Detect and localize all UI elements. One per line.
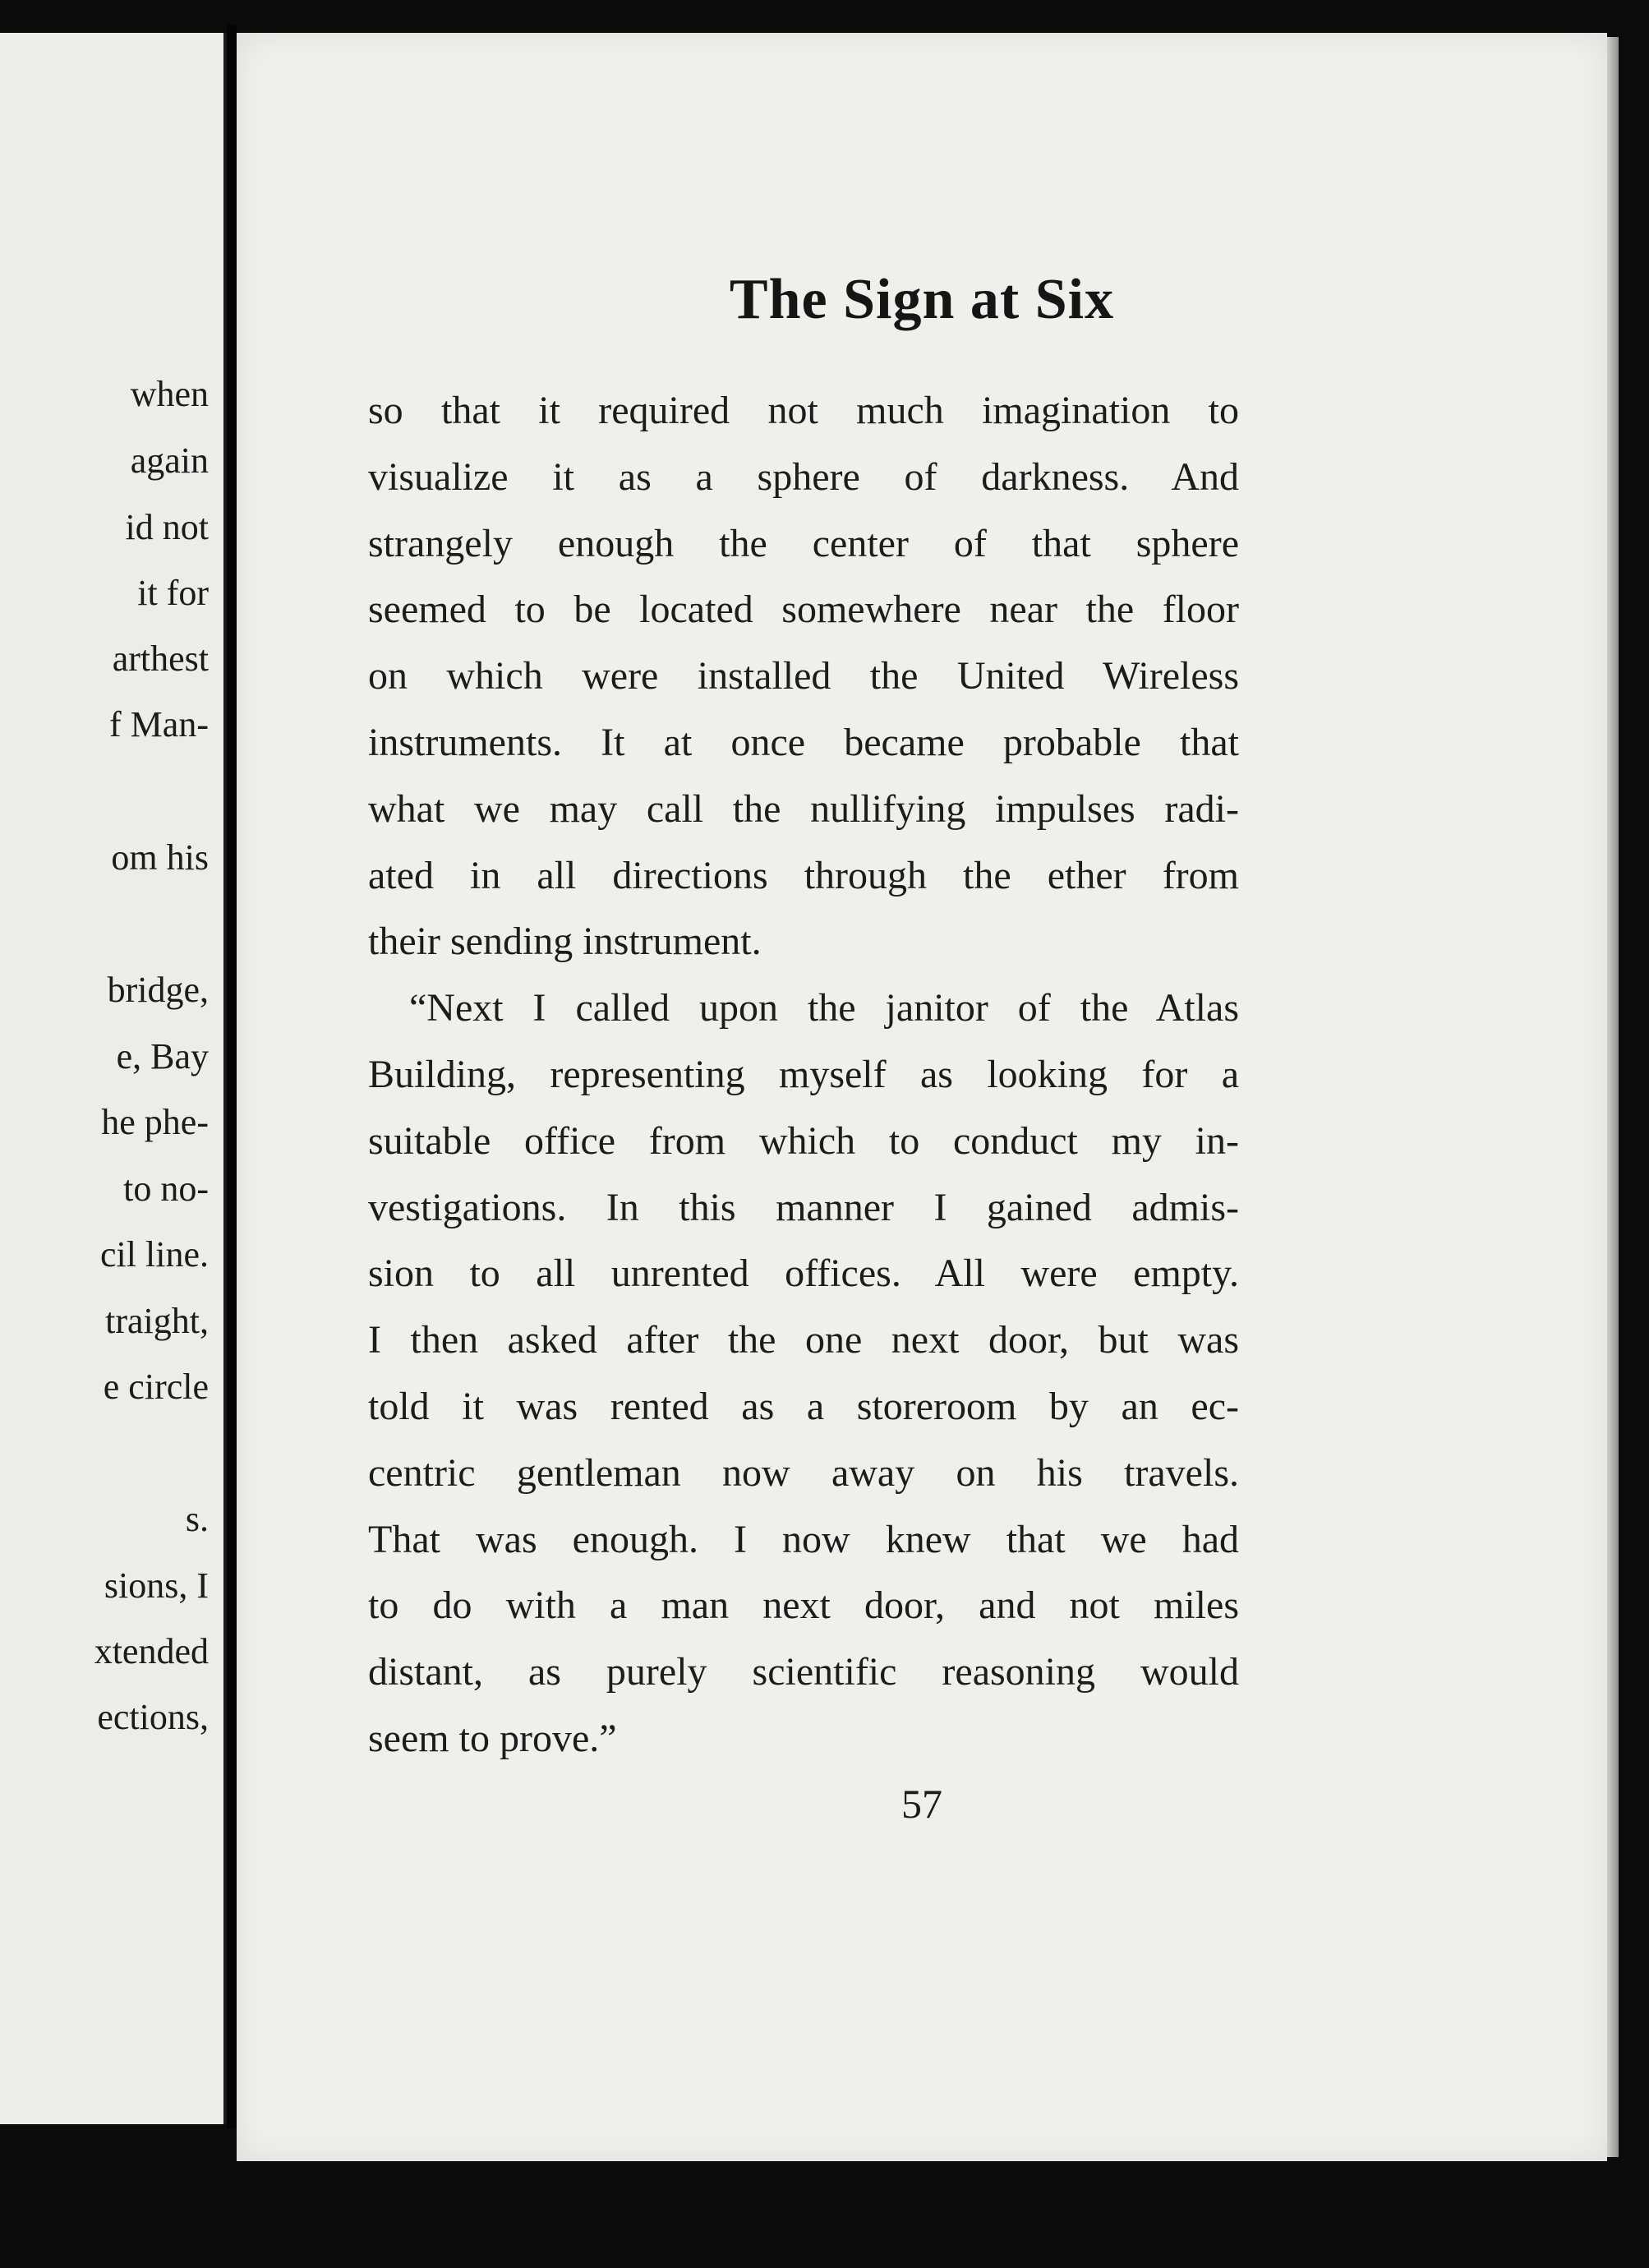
book-gutter — [227, 25, 237, 2128]
left-page-line: traight, — [105, 1301, 209, 1341]
text-line: visualize it as a sphere of darkness. And — [368, 454, 1239, 499]
text-line: distant, as purely scientific reasoning would — [368, 1650, 1239, 1694]
left-page-line: s. — [185, 1499, 209, 1539]
text-line: suitable office from which to conduct my in- — [368, 1118, 1239, 1163]
left-page-line: om his — [111, 837, 209, 878]
running-head: The Sign at Six — [729, 268, 1115, 331]
left-page-line: ections, — [97, 1697, 209, 1737]
text-line: centric gentleman now away on his travels. — [368, 1450, 1239, 1495]
left-page-line: cil line. — [100, 1234, 209, 1275]
page-edge — [1607, 37, 1619, 2157]
left-page-line: e, Bay — [116, 1036, 209, 1076]
left-page-line: bridge, — [107, 970, 209, 1010]
text-line: ated in all directions through the ether from — [368, 853, 1239, 897]
text-line: what we may call the nullifying impulses radi- — [368, 786, 1239, 831]
text-line: seem to prove.” — [368, 1716, 617, 1760]
text-line: vestigations. In this manner I gained admis- — [368, 1185, 1239, 1229]
text-line: on which were installed the United Wireless — [368, 654, 1239, 698]
left-page-line: xtended — [94, 1631, 209, 1671]
left-page-line: sions, I — [104, 1565, 209, 1606]
text-line: seemed to be located somewhere near the floor — [368, 588, 1239, 632]
text-line: told it was rented as a storeroom by an ec- — [368, 1384, 1239, 1428]
left-page-line: he phe- — [101, 1102, 209, 1142]
text-line: instruments. It at once became probable that — [368, 720, 1239, 764]
left-page-line: id not — [125, 507, 209, 547]
left-page-line: it for — [137, 573, 209, 613]
text-line: “Next I called upon the janitor of the Atlas — [409, 986, 1239, 1030]
text-line: their sending instrument. — [368, 920, 762, 964]
body-text — [368, 378, 1239, 1772]
text-line: sion to all unrented offices. All were empty. — [368, 1252, 1239, 1296]
left-page-line: arthest — [112, 638, 209, 679]
left-page-line: to no- — [123, 1169, 209, 1209]
page-number: 57 — [901, 1781, 942, 1827]
text-line: strangely enough the center of that sphere — [368, 521, 1239, 565]
text-line: Building, representing myself as looking for a — [368, 1052, 1239, 1096]
text-line: I then asked after the one next door, but was — [368, 1318, 1239, 1362]
left-page-line: again — [130, 440, 209, 481]
left-page-line: when — [130, 374, 209, 414]
text-line: so that it required not much imagination to — [368, 389, 1239, 432]
text-line: That was enough. I now knew that we had — [368, 1517, 1239, 1561]
left-page-line: f Man- — [109, 704, 209, 744]
right-page — [237, 33, 1607, 2161]
left-page-line: e circle — [103, 1367, 209, 1407]
left-page — [0, 33, 227, 2124]
text-line: to do with a man next door, and not miles — [368, 1583, 1239, 1628]
